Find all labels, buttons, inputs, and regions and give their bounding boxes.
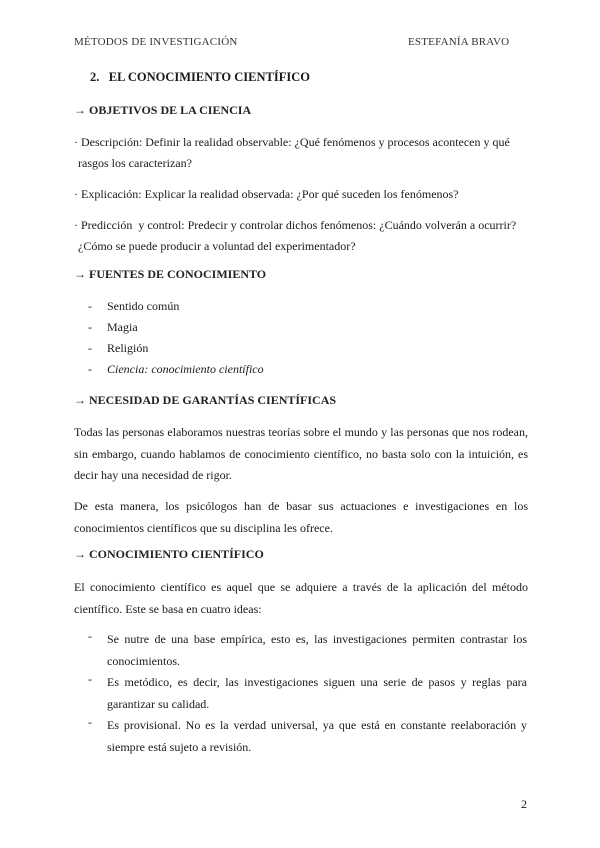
section-title: 2. EL CONOCIMIENTO CIENTÍFICO	[90, 70, 310, 84]
dash: -	[88, 715, 92, 729]
fuente-item-2: Magia	[107, 320, 138, 334]
fuente-item-4: Ciencia: conocimiento científico	[107, 362, 264, 376]
dash: -	[88, 629, 92, 643]
necesidad-paragraph-2: De esta manera, los psicólogos han de basar sus actuaciones e investigaciones en los conocimientos científicos que su disciplina les ofrece.	[74, 499, 528, 535]
objetivo-item-3: · Predicción y control: Predecir y controlar dichos fenómenos: ¿Cuándo volverán a ocurrir? ¿Cómo se puede producir a voluntad del experimentador?	[74, 218, 520, 253]
conocimiento-item-1: Se nutre de una base empírica, esto es, las investigaciones permiten contrastar los conocimientos.	[107, 632, 527, 668]
heading-necesidad: → NECESIDAD DE GARANTÍAS CIENTÍFICAS	[74, 393, 337, 407]
objetivo-item-1: · Descripción: Definir la realidad observable: ¿Qué fenómenos y procesos acontecen y qué rasgos los caracterizan?	[74, 135, 510, 170]
objetivo-item-2: · Explicación: Explicar la realidad observada: ¿Por qué suceden los fenómenos?	[74, 187, 459, 201]
conocimiento-item-3: Es provisional. No es la verdad universal, ya que está en constante reelaboración y siempre está sujeto a revisión.	[107, 718, 527, 754]
dash: -	[88, 299, 92, 313]
dash: -	[88, 320, 92, 334]
conocimiento-item-2: Es metódico, es decir, las investigaciones siguen una serie de pasos y reglas para garantizar su calidad.	[107, 675, 527, 711]
dash: -	[88, 362, 92, 376]
heading-conocimiento: → CONOCIMIENTO CIENTÍFICO	[74, 547, 264, 561]
page-number: 2	[521, 797, 527, 811]
conocimiento-intro: El conocimiento científico es aquel que se adquiere a través de la aplicación del método científico. Este se basa en cuatro ideas:	[74, 580, 528, 616]
heading-fuentes: → FUENTES DE CONOCIMIENTO	[74, 267, 267, 281]
header-left: MÉTODOS DE INVESTIGACIÓN	[74, 36, 238, 48]
header-right: ESTEFANÍA BRAVO	[408, 36, 510, 48]
dash: -	[88, 341, 92, 355]
heading-objetivos: → OBJETIVOS DE LA CIENCIA	[74, 103, 252, 117]
dash: -	[88, 672, 92, 686]
necesidad-paragraph-1: Todas las personas elaboramos nuestras teorías sobre el mundo y las personas que nos rodean, sin embargo, cuando hablamos de conocimiento científico, no basta solo con la intuición, es decir hay una necesidad de rigor.	[74, 425, 528, 482]
fuente-item-3: Religión	[107, 341, 149, 355]
fuente-item-1: Sentido común	[107, 299, 180, 313]
